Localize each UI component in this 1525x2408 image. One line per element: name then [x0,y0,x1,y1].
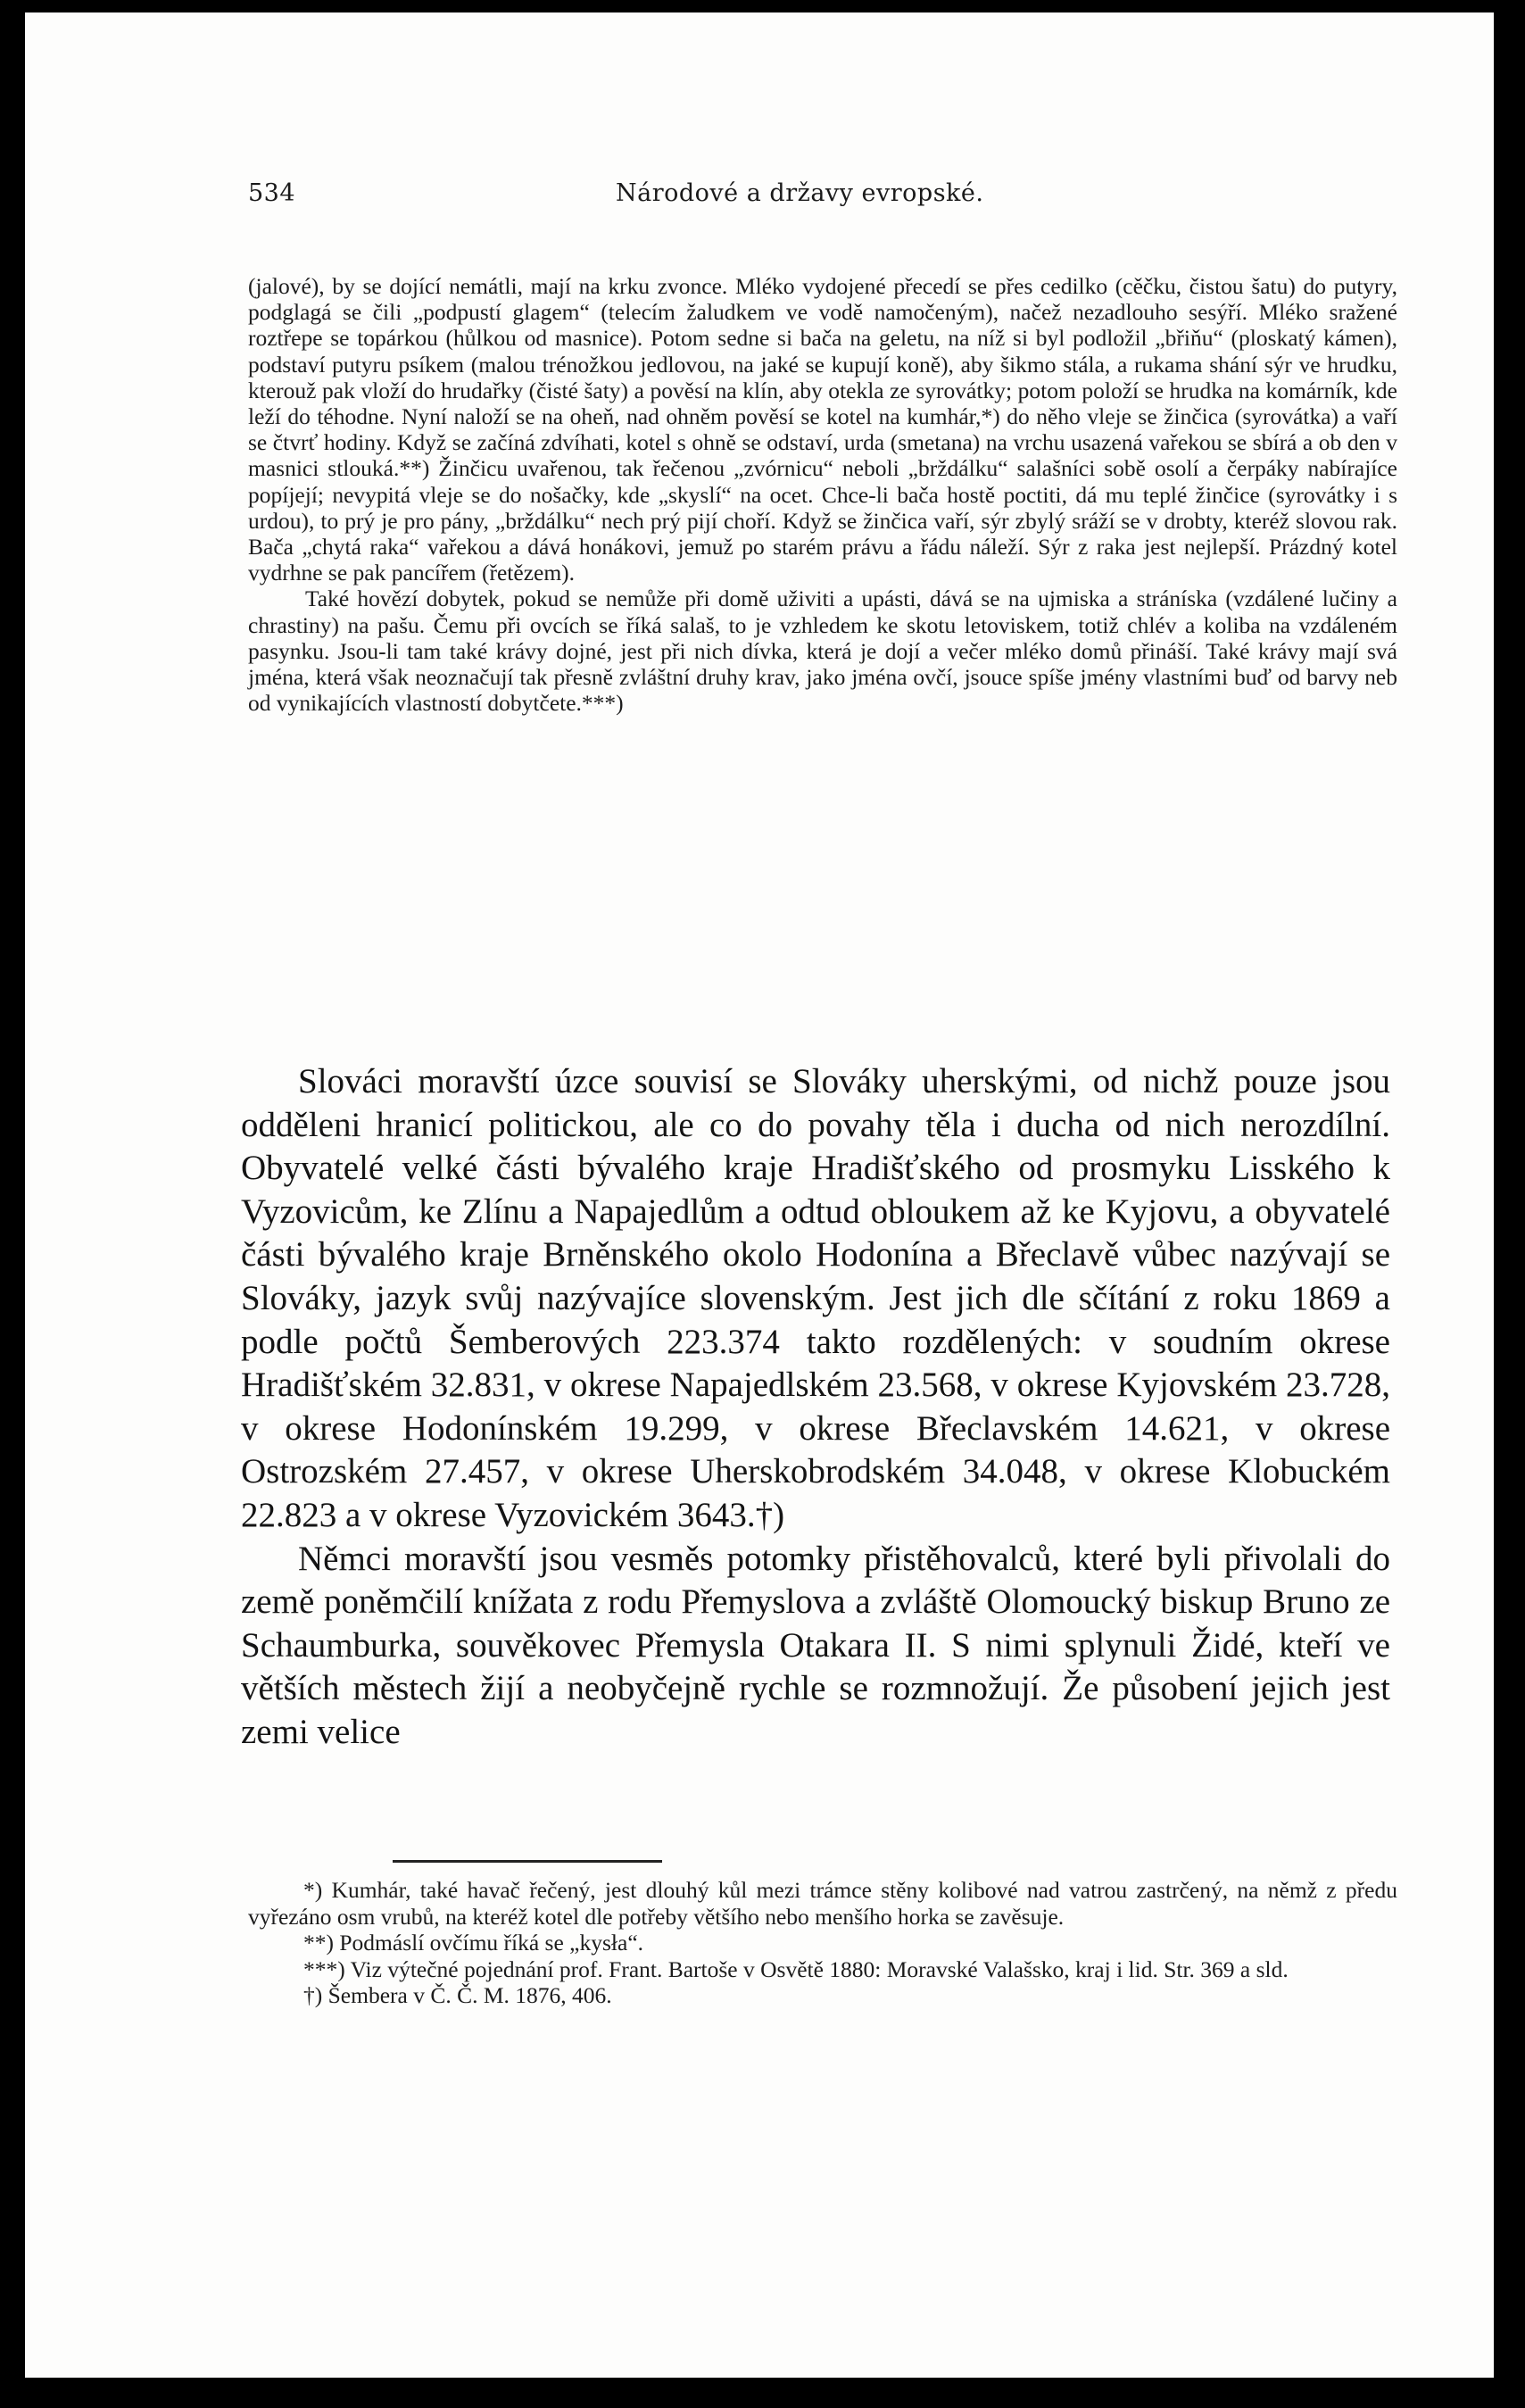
paragraph-cattle-pasture: Také hovězí dobytek, pokud se nemůže při domě uživiti a upásti, dává se na ujmiska a stráníska (vzdálené lučiny a chrastiny) na pašu. Čemu při ovcích se říká salaš, to je vzhledem ke skotu letoviskem, totiž chlév a koliba na vzdáleném pasynku. Jsou-li tam také krávy dojné, jest při nich dívka, která je dojí a večer mléko domů přináší. Také krávy mají svá jména, která však neoznačují tak přesně zvláštní druhy krav, jako jména ovčí, jsouce spíše jmény vlastními buď od barvy neb od vynikajících vlastností dobytčete.***) [248,585,1397,717]
main-text-block [241,1060,1390,1755]
footnote-3: ***) Viz výtečné pojednání prof. Frant. Bartoše v Osvětě 1880: Moravské Valašsko, kraj i lid. Str. 369 a sld. [303,1955,1289,1982]
footnote-1: *) Kumhár, také havač řečený, jest dlouhý kůl mezi trámce stěny kolibové nad vatrou zastrčený, na němž z předu vyřezáno osm vrubů, na kteréž kotel dle potřeby většího nebo menšího horka se zavěsuje. [248,1877,1397,1930]
paragraph-moravian-germans: Němci moravští jsou vesměs potomky přistěhovalců, které byli přivolali do země poněmčilí knížata z rodu Přemyslova a zvláště Olomoucký biskup Bruno ze Schaumburka, souvěkovec Přemysla Otakara II. S nimi splynuli Židé, kteří ve větších městech žijí a neobyčejně rychle se rozmnožují. Že působení jejich jest zemi velice [241,1539,1390,1751]
footnote-divider [393,1860,662,1863]
paragraph-moravian-slovaks: Slováci moravští úzce souvisí se Slováky uherskými, od nichž pouze jsou odděleni hranicí politickou, ale co do povahy těla i ducha od nich nerozdílní. Obyvatelé velké části bývalého kraje Hradišťského od prosmyku Lisského k Vyzovicům, ke Zlínu a Napajedlům a odtud obloukem až ke Kyjovu, a obyvatelé části bývalého kraje Brněnského okolo Hodonína a Břeclavě vůbec nazývají se Slováky, jazyk svůj nazývajíce slovenským. Jest jich dle sčítání z roku 1869 a podle počtů Šemberových 223.374 takto rozdělených: v soudním okrese Hradišťském 32.831, v okrese Napajedlském 23.568, v okrese Kyjovském 23.728, v okrese Hodonínském 19.299, v okrese Břeclavském 14.621, v okrese Ostrozském 27.457, v okrese Uherskobrodském 34.048, v okrese Klobuckém 22.823 a v okrese Vyzovickém 3643.†) [241,1062,1390,1534]
footnotes [248,1877,1397,2009]
small-text-block [248,273,1397,716]
paragraph-salas-cheese: (jalové), by se dojící nemátli, mají na krku zvonce. Mléko vydojené přecedí se přes cedilko (cěčku, čistou šatu) do putyry, podglagá se čili „podpustí glagem“ (telecím žaludkem ve vodě namočeným), načež nezadlouho sesýří. Mléko sražené roztřepe se topárkou (hůlkou od masnice). Potom sedne si bača na geletu, na níž si byl podložil „břiňu“ (ploskatý kámen), podstaví putyru psíkem (malou trénožkou jedlovou, na jaké se kupují koně), aby šikmo stála, a rukama shání sýr ve hrudku, kterouž pak vloží do hrudařky (čisté šaty) a pověsí na klín, aby otekla ze syrovátky; potom položí se hrudka na komárník, kde leží do téhodne. Nyní naloží se na oheň, nad ohněm pověsí se kotel na kumhár,*) do něho vleje se žinčica (syrovátka) a vaří se čtvrť hodiny. Když se začíná zdvíhati, kotel s ohně se odstaví, urda (smetana) na vrchu usazená vařekou se sbírá a ob den v masnici stlouká.**) Žinčicu uvařenou, tak řečenou „zvórnicu“ neboli „brždálku“ salašníci sobě osolí a čerpáky nabírajíce popíjejí; nevypitá vleje se do nošačky, kde „skyslí“ na ocet. Chce-li bača hostě poctiti, dá mu teplé žinčice (syrovátky i s urdou), to prý je pro pány, „brždálku“ nech prý pijí choří. Když se žinčica vaří, sýr zbylý sráží se v drobty, kteréž slovou rak. Bača „chytá raka“ vařekou a dává honákovi, jemuž po starém právu a řádu náleží. Sýr z raka jest nejlepší. Prázdný kotel vydrhne se pak pancířem (řetězem). [248,273,1397,586]
page-number: 534 [248,179,296,207]
footnote-2: **) Podmáslí ovčímu říká se „kysła“. [303,1930,644,1955]
running-title: Národové a državy evropské. [616,179,984,207]
footnote-4: †) Šembera v Č. Č. M. 1876, 406. [303,1982,612,2008]
